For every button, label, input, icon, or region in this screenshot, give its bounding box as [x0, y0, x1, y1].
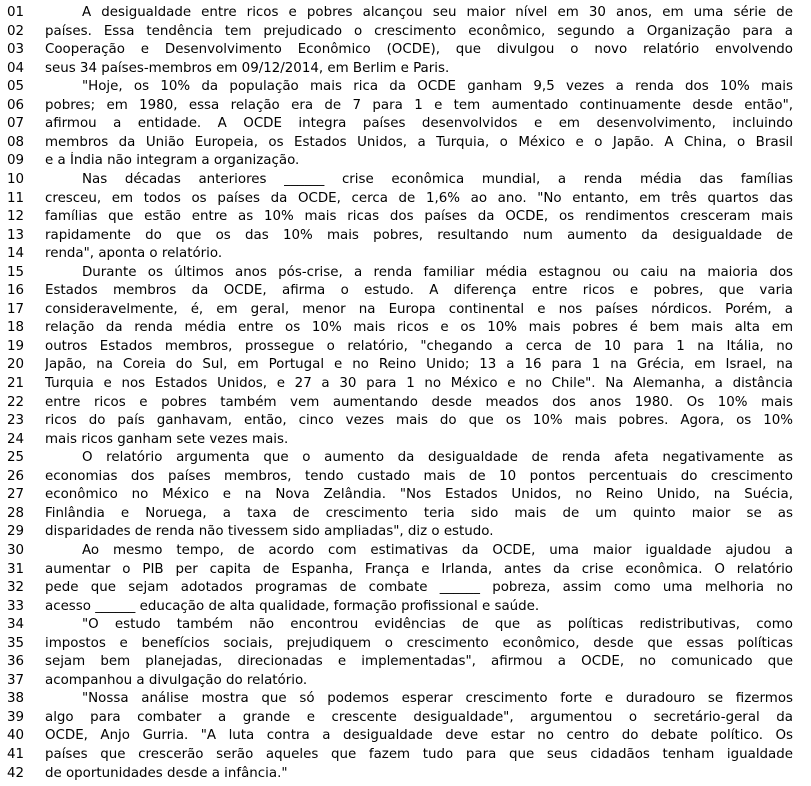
line-text: países que crescerão serão aqueles que fazem tudo para que seus cidadãos tenham igualdade	[45, 747, 793, 762]
line-number: 03	[7, 42, 25, 58]
line-number: 02	[7, 23, 25, 39]
text-line	[0, 765, 811, 784]
line-text: economias dos países membros, tendo custado mais de 10 pontos percentuais do crescimento	[45, 468, 793, 484]
line-number: 39	[7, 709, 25, 725]
line-text: aumentar o PIB per capita de Espanha, França e Irlanda, antes da crise econômica. O relatório	[45, 561, 793, 577]
text-line	[0, 171, 811, 190]
line-text: famílias que estão entre as 10% mais ricas dos países da OCDE, os rendimentos cresceram mais	[45, 209, 793, 225]
text-line	[0, 208, 811, 227]
line-number: 15	[7, 264, 25, 280]
line-number: 42	[7, 765, 25, 781]
line-text: disparidades de renda não tivessem sido ampliadas", diz o estudo.	[45, 524, 494, 540]
line-text: entre ricos e pobres também vem aumentando desde meados dos anos 1980. Os 10% mais	[45, 394, 793, 410]
line-number: 33	[7, 598, 25, 614]
line-number: 37	[7, 672, 25, 688]
text-line	[0, 319, 811, 338]
text-line	[0, 431, 811, 450]
text-line	[0, 709, 811, 728]
line-text: e a Índia não integram a organização.	[45, 153, 300, 169]
line-number: 31	[7, 561, 25, 577]
line-number: 01	[7, 5, 25, 20]
line-number: 24	[7, 431, 25, 447]
text-line	[0, 598, 811, 617]
line-number: 08	[7, 134, 25, 150]
line-number: 32	[7, 580, 25, 596]
line-number: 38	[7, 691, 25, 707]
text-line	[0, 134, 811, 153]
line-text: acesso ______ educação de alta qualidade, formação profissional e saúde.	[45, 598, 540, 614]
line-text: países. Essa tendência tem prejudicado o crescimento econômico, segundo a Organização para a	[45, 23, 793, 39]
text-line	[0, 561, 811, 580]
line-text: OCDE, Anjo Gurria. "A luta contra a desigualdade deve estar no centro do debate político. Os	[45, 728, 793, 744]
text-line	[0, 616, 811, 635]
line-text: "Nossa análise mostra que só podemos esperar crescimento forte e duradouro se fizermos	[82, 691, 793, 707]
text-line	[0, 4, 811, 23]
line-text: impostos e benefícios sociais, prejudiquem o crescimento econômico, desde que essas políticas	[45, 635, 793, 651]
line-number: 22	[7, 394, 25, 410]
line-text: ricos do país ganhavam, então, cinco vezes mais do que os 10% mais pobres. Agora, os 10%	[45, 413, 793, 429]
text-line	[0, 227, 811, 246]
line-number: 27	[7, 487, 25, 503]
text-line	[0, 727, 811, 746]
line-number: 09	[7, 153, 25, 169]
text-line	[0, 115, 811, 134]
text-line	[0, 672, 811, 691]
line-text: outros Estados membros, prossegue o relatório, "chegando a cerca de 10 para 1 na Itália, no	[45, 338, 793, 354]
text-line	[0, 23, 811, 42]
line-text: "O estudo também não encontrou evidências de que as políticas redistributivas, como	[82, 617, 793, 633]
line-text: seus 34 países-membros em 09/12/2014, em Berlim e Paris.	[45, 60, 450, 76]
line-number: 06	[7, 97, 25, 113]
line-number: 19	[7, 338, 25, 354]
line-number: 16	[7, 283, 25, 299]
text-line	[0, 97, 811, 116]
text-line	[0, 264, 811, 283]
line-text: econômico no México e na Nova Zelândia. "Nos Estados Unidos, no Reino Unido, na Suécia,	[45, 487, 793, 503]
line-text: Japão, na Coreia do Sul, em Portugal e no Reino Unido; 13 a 16 para 1 na Grécia, em Israel, na	[45, 357, 793, 373]
line-text: "Hoje, os 10% da população mais rica da OCDE ganham 9,5 vezes a renda dos 10% mais	[82, 79, 793, 95]
line-number: 20	[7, 357, 25, 373]
line-number: 36	[7, 654, 25, 670]
text-line	[0, 338, 811, 357]
text-line	[0, 542, 811, 561]
line-number: 41	[7, 747, 25, 762]
text-line	[0, 449, 811, 468]
line-number: 10	[7, 171, 25, 187]
text-line	[0, 282, 811, 301]
line-number: 07	[7, 116, 25, 132]
line-text: cresceu, em todos os países da OCDE, cerca de 1,6% ao ano. "No entanto, em três quartos das	[45, 190, 793, 206]
line-number: 17	[7, 301, 25, 317]
line-text: O relatório argumenta que o aumento da desigualdade de renda afeta negativamente as	[82, 450, 793, 466]
text-line	[0, 505, 811, 524]
line-text: acompanhou a divulgação do relatório.	[45, 672, 308, 688]
line-text: pobres; em 1980, essa relação era de 7 para 1 e tem aumentado continuamente desde então",	[45, 97, 793, 113]
text-line	[0, 375, 811, 394]
line-text: membros da União Europeia, os Estados Unidos, a Turquia, o México e o Japão. A China, o Brasil	[45, 134, 793, 150]
line-number: 18	[7, 320, 25, 336]
line-text: A desigualdade entre ricos e pobres alcançou seu maior nível em 30 anos, em uma série de	[82, 5, 793, 20]
line-text: Ao mesmo tempo, de acordo com estimativas da OCDE, uma maior igualdade ajudou a	[82, 542, 793, 558]
line-number: 05	[7, 79, 25, 95]
text-line	[0, 190, 811, 209]
text-line	[0, 653, 811, 672]
text-line	[0, 394, 811, 413]
text-line	[0, 635, 811, 654]
line-number: 25	[7, 450, 25, 466]
text-line	[0, 245, 811, 264]
line-text: relação da renda média entre os 10% mais ricos e os 10% mais pobres é bem mais alta em	[45, 320, 793, 336]
line-number: 13	[7, 227, 25, 243]
line-number: 04	[7, 60, 25, 76]
line-number: 23	[7, 413, 25, 429]
line-text: Turquia e nos Estados Unidos, e 27 a 30 para 1 no México e no Chile". Na Alemanha, a distância	[45, 376, 793, 391]
line-number: 28	[7, 505, 25, 521]
line-text: Durante os últimos anos pós-crise, a renda familiar média estagnou ou caiu na maioria dos	[82, 264, 793, 280]
text-line	[0, 746, 811, 765]
line-text: pede que sejam adotados programas de combate ______ pobreza, assim como uma melhoria no	[45, 580, 793, 596]
line-text: sejam bem planejadas, direcionadas e implementadas", afirmou a OCDE, no comunicado que	[45, 654, 793, 670]
line-number: 40	[7, 728, 25, 744]
line-number: 12	[7, 209, 25, 225]
line-text: Cooperação e Desenvolvimento Econômico (OCDE), que divulgou o novo relatório envolvendo	[45, 42, 793, 58]
line-number: 11	[7, 190, 25, 206]
text-line	[0, 41, 811, 60]
line-text: Estados membros da OCDE, afirma o estudo. A diferença entre ricos e pobres, que varia	[45, 283, 793, 299]
line-text: mais ricos ganham sete vezes mais.	[45, 431, 289, 447]
text-line	[0, 579, 811, 598]
line-text: algo para combater a grande e crescente desigualdade", argumentou o secretário-geral da	[45, 709, 793, 725]
line-text: renda", aponta o relatório.	[45, 246, 223, 262]
line-text: de oportunidades desde a infância."	[45, 765, 288, 781]
line-text: rapidamente do que os das 10% mais pobres, resultando num aumento da desigualdade de	[45, 227, 793, 243]
text-line	[0, 412, 811, 431]
line-number: 26	[7, 468, 25, 484]
line-number: 35	[7, 635, 25, 651]
text-line	[0, 152, 811, 171]
text-line	[0, 486, 811, 505]
text-line	[0, 78, 811, 97]
text-line	[0, 468, 811, 487]
line-number: 29	[7, 524, 25, 540]
line-number: 34	[7, 617, 25, 633]
line-text: Finlândia e Noruega, a taxa de crescimento teria sido mais de um quinto maior se as	[45, 505, 793, 521]
line-number: 21	[7, 376, 25, 391]
text-line	[0, 690, 811, 709]
line-text: afirmou a entidade. A OCDE integra países desenvolvidos e em desenvolvimento, incluindo	[45, 116, 793, 132]
line-text: Nas décadas anteriores ______ crise econômica mundial, a renda média das famílias	[82, 171, 793, 187]
text-line	[0, 523, 811, 542]
text-line	[0, 356, 811, 375]
text-line	[0, 60, 811, 79]
line-number: 14	[7, 246, 25, 262]
text-line	[0, 301, 811, 320]
line-number: 30	[7, 542, 25, 558]
line-text: consideravelmente, é, em geral, menor na Europa continental e nos países nórdicos. Porém, a	[45, 301, 793, 317]
